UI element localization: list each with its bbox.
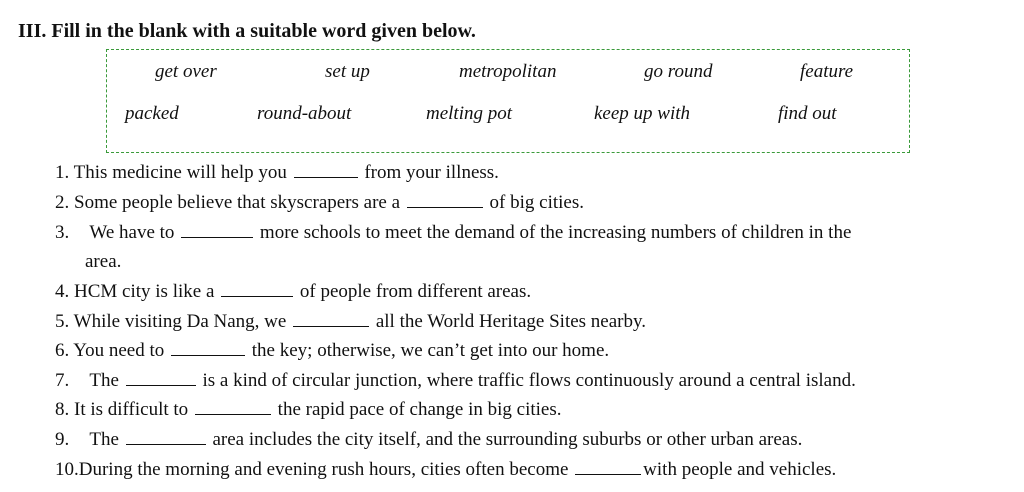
answer-blank[interactable] <box>294 176 358 178</box>
answer-blank[interactable] <box>126 443 206 445</box>
word-bank-item: round-about <box>257 103 352 124</box>
word-bank-item: packed <box>125 103 179 124</box>
word-bank-item: get over <box>155 61 217 82</box>
word-bank-box <box>106 49 910 153</box>
answer-blank[interactable] <box>575 473 641 475</box>
answer-blank[interactable] <box>407 206 483 208</box>
answer-blank[interactable] <box>195 413 271 415</box>
question-5: 5. While visiting Da Nang, we all the World Heritage Sites nearby. <box>55 311 647 332</box>
answer-blank[interactable] <box>293 325 369 327</box>
word-bank-item: feature <box>800 61 854 82</box>
word-bank-item: metropolitan <box>459 61 557 82</box>
answer-blank[interactable] <box>221 295 293 297</box>
question-10: 10.During the morning and evening rush hours, cities often become with people and vehicles. <box>55 459 837 480</box>
answer-blank[interactable] <box>126 384 196 386</box>
question-9: 9. The area includes the city itself, and the surrounding suburbs or other urban areas. <box>55 429 803 450</box>
question-1: 1. This medicine will help you from your illness. <box>55 162 499 183</box>
word-bank-item: find out <box>778 103 837 124</box>
question-4: 4. HCM city is like a of people from different areas. <box>55 281 532 302</box>
word-bank-item: set up <box>325 61 370 82</box>
question-8: 8. It is difficult to the rapid pace of change in big cities. <box>55 399 562 420</box>
word-bank-item: go round <box>644 61 713 82</box>
question-2: 2. Some people believe that skyscrapers are a of big cities. <box>55 192 584 213</box>
answer-blank[interactable] <box>171 354 245 356</box>
question-7: 7. The is a kind of circular junction, where traffic flows continuously around a central island. <box>55 370 856 391</box>
question-3-continuation: area. <box>85 251 122 272</box>
word-bank-item: melting pot <box>426 103 513 124</box>
word-bank-item: keep up with <box>594 103 691 124</box>
exercise-heading: III. Fill in the blank with a suitable word given below. <box>18 20 476 42</box>
question-6: 6. You need to the key; otherwise, we can’t get into our home. <box>55 340 610 361</box>
answer-blank[interactable] <box>181 236 253 238</box>
question-3: 3. We have to more schools to meet the demand of the increasing numbers of children in the <box>55 222 852 243</box>
